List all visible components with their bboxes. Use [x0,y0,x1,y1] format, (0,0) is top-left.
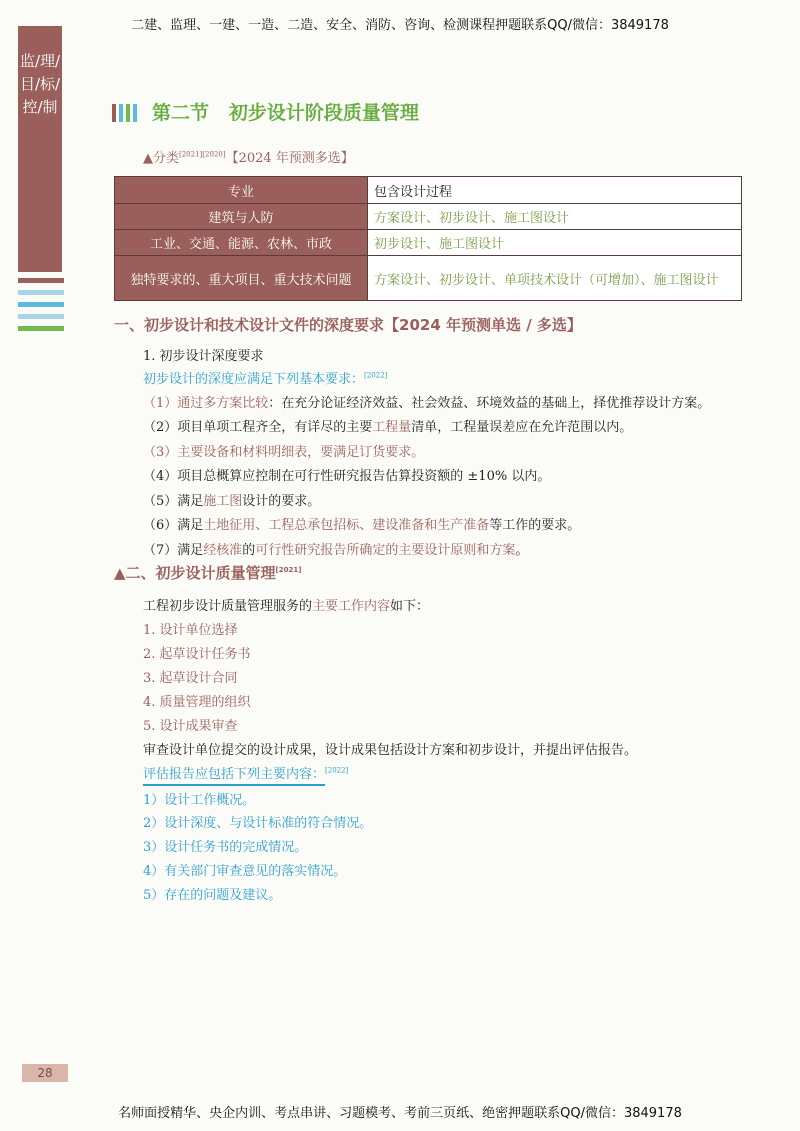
table-cell: 独特要求的、重大项目、重大技术问题 [115,256,368,301]
intro-keyword: 主要工作内容 [312,599,391,614]
side-stripe [18,278,64,283]
item-text: 等工作的要求。 [489,518,581,533]
item-text: 。 [515,543,529,558]
table-row [115,230,742,256]
report-item: 3）设计任务书的完成情况。 [143,840,308,855]
work-item: 1. 设计单位选择 [143,623,238,638]
report-lead-year: [2022] [325,766,349,775]
item-keyword: 可行性研究报告所确定的主要设计原则和方案 [255,543,516,558]
item-text: （7）满足 [143,543,204,558]
table-header-cell: 专业 [115,177,368,204]
part2-heading [114,562,301,583]
item-text: 的 [242,543,256,558]
side-chapter-label: 监/理/目/标/控/制 [19,52,61,116]
part1-lead-text: 初步设计的深度应满足下列基本要求： [143,372,365,387]
bottom-banner: 名师面授精华、央企内训、考点串讲、习题模考、考前三页纸、绝密押题联系QQ/微信：3849178 [118,1106,682,1121]
report-lead [143,763,348,782]
side-stripe [18,314,64,319]
table-header-row [115,177,742,204]
report-lead-text: 评估报告应包括下列主要内容： [143,767,325,786]
part1-subheading: 1. 初步设计深度要求 [143,349,264,364]
intro-text: 如下： [390,599,430,614]
section-title: 第二节 初步设计阶段质量管理 [152,102,419,124]
report-item: 2）设计深度、与设计标准的符合情况。 [143,816,373,831]
work-item: 5. 设计成果审查 [143,719,238,734]
item-text: （6）满足 [143,518,204,533]
item-text: ：在充分论证经济效益、社会效益、环境效益的基础上，择优推荐设计方案。 [268,396,711,411]
list-item [143,416,632,435]
part2-heading-year: [2021] [275,566,302,574]
item-text: 设计的要求。 [242,494,321,509]
item-keyword: （1）通过多方案比较 [143,396,269,411]
report-item: 5）存在的问题及建议。 [143,888,282,903]
table-cell: 方案设计、初步设计、施工图设计 [368,204,742,230]
work-item: 2. 起草设计任务书 [143,647,251,662]
table-cell: 方案设计、初步设计、单项技术设计（可增加）、施工图设计 [368,256,742,301]
review-text: 审查设计单位提交的设计成果，设计成果包括设计方案和初步设计，并提出评估报告。 [143,743,638,758]
list-item [143,514,580,533]
work-item: 3. 起草设计合同 [143,671,238,686]
item-text: 清单，工程量误差应在允许范围以内。 [411,420,633,435]
top-banner: 二建、监理、一建、一造、二造、安全、消防、咨询、检测课程押题联系QQ/微信：3849178 [131,18,669,33]
list-item [143,539,528,558]
table-row [115,204,742,230]
part1-lead [143,368,387,387]
item-keyword: 工程量 [372,420,412,435]
table-cell: 初步设计、施工图设计 [368,230,742,256]
item-text: （5）满足 [143,494,204,509]
part1-lead-year: [2022] [364,371,388,380]
item-keyword: 土地征用、工程总承包招标、建设准备和生产准备 [203,518,490,533]
category-note: 【2024 年预测多选】 [225,151,354,166]
side-stripe [18,302,64,307]
list-item [143,490,320,509]
table-header-cell: 包含设计过程 [368,177,742,204]
work-item: 4. 质量管理的组织 [143,695,251,710]
page-number: 28 [22,1064,68,1082]
item-keyword: 经核准 [203,543,243,558]
table-cell: 建筑与人防 [115,204,368,230]
report-item: 1）设计工作概况。 [143,793,256,808]
part1-heading: 一、初步设计和技术设计文件的深度要求【2024 年预测单选 / 多选】 [114,316,582,334]
intro-text: 工程初步设计质量管理服务的 [143,599,313,614]
part2-intro [143,595,429,614]
table-row [115,256,742,301]
category-line [143,147,354,166]
part2-heading-text: ▲二、初步设计质量管理 [114,564,276,582]
list-item: （3）主要设备和材料明细表，要满足订货要求。 [143,445,425,460]
list-item: （4）项目总概算应控制在可行性研究报告估算投资额的 ±10% 以内。 [143,469,551,484]
item-text: （2）项目单项工程齐全，有详尽的主要 [143,420,373,435]
report-item: 4）有关部门审查意见的落实情况。 [143,864,347,879]
category-prefix: ▲分类 [143,151,179,166]
section-bars-icon [112,102,140,122]
item-keyword: 施工图 [203,494,243,509]
design-stage-table [114,176,742,301]
list-item [143,392,710,411]
side-stripe [18,290,64,295]
table-cell: 工业、交通、能源、农林、市政 [115,230,368,256]
category-years: [2021][2020] [179,150,226,159]
side-stripe [18,326,64,331]
